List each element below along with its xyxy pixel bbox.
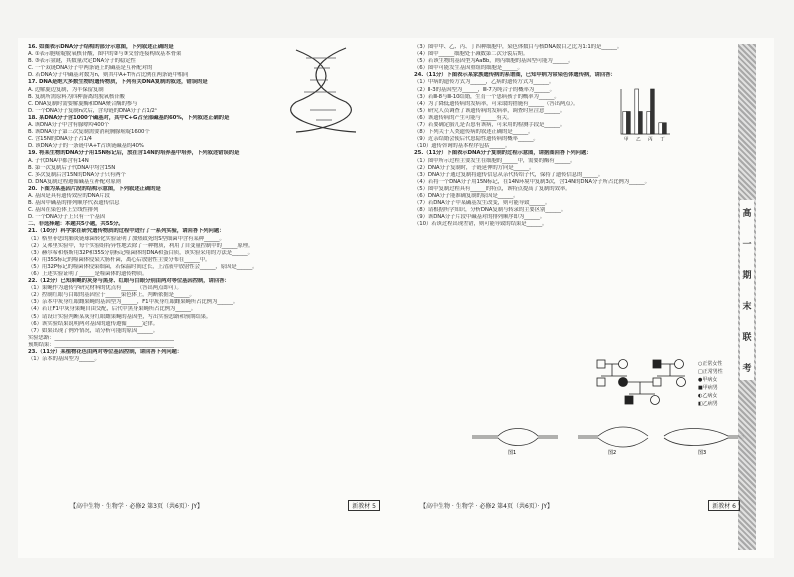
bar-丁-series1	[659, 123, 663, 134]
text-line: C. 含15N的DNA分子占1/4	[28, 136, 92, 143]
text-line: （3）图中甲、乙、丙、丁四种细胞中，染色体数目与核DNA数目之比为1:1的是______。	[414, 44, 623, 50]
text-line: D. 若DNA分子中碱基对数为n，则其中A+T所占比例在两条链中相同	[28, 72, 189, 79]
x-tick-label: 丙	[648, 137, 653, 142]
footer-right-badge: 新教材 6	[708, 500, 740, 511]
question-heading: 17. DNA是绝大多数生物的遗传物质，下列有关DNA复制的叙述，错误的是	[28, 79, 208, 86]
figure-label-2: 图2	[608, 450, 617, 456]
bar-丙-series2	[651, 89, 655, 134]
exam-sheet	[18, 38, 774, 558]
bar-乙-series1	[635, 89, 639, 134]
footer-right	[420, 500, 740, 510]
text-line: D. 一个DNA分子复制n次后，含母链的DNA分子占1/2ⁿ	[28, 107, 157, 114]
text-line: D. 该DNA分子的一条链中A+T占该链碱基的40%	[28, 143, 144, 150]
text-line: D. 一个DNA分子上只有一个基因	[28, 214, 106, 221]
footer-right-text: 【高中生物 · 生物学 · 必修2 第4页（共6页）· JY】	[420, 502, 554, 510]
legend-item: ◐乙病女	[698, 393, 718, 399]
text-line: （4）用35S标记的噬菌体侵染大肠杆菌，离心后放射性主要分布在______中。	[28, 256, 211, 263]
side-title-char: 末	[742, 302, 752, 312]
text-line: （4）若将一个DNA分子用15N标记，在14N环境中复制3次，含14N的DNA分子所占比例为______。	[414, 178, 650, 185]
text-line: C. DNA复制时需要解旋酶和DNA聚合酶的参与	[28, 100, 138, 107]
text-line: （6）该实验结果说明两对基因的遗传遵循______定律。	[28, 320, 159, 327]
dna-structure-figure	[286, 46, 366, 134]
text-line: （3）DNA分子通过复制将遗传信息从亲代传给子代，保持了遗传信息的______。	[414, 171, 604, 178]
text-line: B. ③表示氢键，其数量决定DNA分子的稳定性	[28, 58, 136, 65]
text-line: （2）DNA分子复制时，子链延伸的方向是______。	[414, 164, 535, 171]
question-heading: 19. 将某生物的DNA分子用15N标记后，放在含14N的培养基中培养，下列叙述错误的是	[28, 150, 240, 157]
x-tick-label: 丁	[660, 137, 665, 142]
text-line: （4）图中______细胞处于减数第二次分裂后期。	[414, 51, 529, 58]
text-line: A. 子代DNA中都含有14N	[28, 157, 89, 164]
text-line: A. ①表示胞嘧啶脱氧核苷酸，图中的②与③交替连接构成基本骨架	[28, 51, 182, 58]
text-line: （6）DNA分子能准确复制的原因是______。	[414, 192, 519, 199]
text-line: B. 该DNA分子第三次复制需要消耗胸腺嘧啶1600个	[28, 129, 150, 136]
text-line: （9）近亲结婚会使后代患隐性遗传病的概率______。	[414, 136, 539, 143]
text-line: （3）亲本中灰身红眼雌果蝇的基因型为______，F1中灰身红眼雌果蝇所占比例为______。	[28, 299, 239, 306]
text-line: （4）为了降低遗传病的发病率，可采取的措施有______（答出两点）。	[414, 100, 579, 107]
legend-item: □正常男性	[698, 369, 723, 375]
text-line: D. DNA复制过程遵循碱基互补配对原则	[28, 178, 121, 185]
text-line: （4）若让F1中灰身果蝇自由交配，后代中黑身果蝇所占比例为______。	[28, 306, 197, 313]
text-line: （5）图中复制过程具有______的特点，该特点提高了复制的效率。	[414, 185, 571, 192]
text-line: （8）请根据所学知识，分析DNA复制与转录的主要区别______。	[414, 207, 567, 214]
bar-丁-series2	[663, 123, 667, 134]
question-heading: 20. 下图为某基因片段的结构示意图，下列叙述正确的是	[28, 185, 161, 192]
text-line: C. 基因在染色体上呈线性排列	[28, 207, 99, 214]
text-line: （3）赫尔希和蔡斯用32P和35S分别标记噬菌体的DNA和蛋白质，该实验采用的方法是______。	[28, 249, 253, 256]
text-line: （10）若该过程出现差错，则可能导致的结果是______。	[414, 221, 548, 228]
bar-chart	[613, 86, 671, 142]
question-heading: 25.（11分）下图表示DNA分子复制的过程示意图，请据图回答下列问题：	[414, 150, 592, 157]
footer-left-badge: 新教材 5	[348, 500, 380, 511]
right-column	[414, 44, 736, 532]
text-line: C. 一个双链DNA分子中两条链上的碱基是互补配对的	[28, 65, 153, 72]
bar-甲-series1	[623, 112, 627, 135]
text-line: （6）图中可能发生基因重组的细胞是______。	[414, 65, 523, 72]
text-line: （6）上述实验证明了______是噬菌体的遗传物质。	[28, 271, 148, 277]
text-line: （2）Ⅱ-3的基因型为______，Ⅲ-7为纯合子的概率为______。	[414, 86, 555, 93]
text-line: B. 第一次复制后子代DNA中均含15N	[28, 164, 116, 171]
text-line: （1）格里菲思的肺炎链球菌转化实验证明了加热致死的S型细菌中含有某种______。	[28, 235, 225, 242]
text-line: B. 复制所需原料为四种游离的脱氧核苷酸	[28, 93, 125, 100]
text-line: （10）遗传咨询的基本程序包括______。	[414, 143, 511, 150]
text-line: （5）若该生物的基因型为AaBb，则丙细胞的基因型可能为______。	[414, 58, 574, 65]
footer-left	[70, 500, 380, 510]
pedigree-legend	[698, 360, 723, 408]
text-line: 预期结果：______________________________________________	[28, 341, 174, 348]
text-line: A. 边解旋边复制，为半保留复制	[28, 86, 104, 93]
side-title-char: 高	[742, 209, 752, 219]
question-heading: 22.（12分）已知果蝇的灰身与黑身、红眼与白眼分别由两对等位基因控制，请回答：	[28, 278, 230, 285]
text-line: （8）下列关于人类遗传病的叙述正确的是______。	[414, 129, 534, 136]
text-line: （2）控制红眼与白眼的基因位于______染色体上，判断依据是______。	[28, 292, 195, 299]
text-line: （1）果蝇作为遗传学研究材料的优点有______（答出两点即可）。	[28, 285, 182, 292]
text-line: （7）如果出现了例外情况，请分析可能的原因______。	[28, 327, 159, 334]
x-tick-label: 乙	[636, 137, 641, 142]
figure-label-3: 图3	[698, 450, 707, 456]
side-title-char: 一	[742, 240, 752, 250]
text-line: （5）研究人员调查了该遗传病的发病率，调查时应注意______。	[414, 107, 566, 114]
text-line: （7）若DNA分子中某碱基发生改变，则可能导致______。	[414, 200, 551, 207]
text-line: A. 该DNA分子中含有腺嘌呤400个	[28, 122, 110, 129]
question-heading: 21.（10分）科学家在研究遗传物质的过程中进行了一系列实验，请回答下列问题：	[28, 228, 225, 235]
figure-label-1: 图1	[508, 450, 517, 456]
text-line: 实验思路：______________________________________________	[28, 334, 174, 341]
bar-甲-series2	[627, 112, 631, 135]
text-line: （3）若Ⅲ-8与Ⅲ-10结婚，生育一个患病孩子的概率为______。	[414, 93, 560, 100]
text-line: C. 多次复制后含15N的DNA分子只有两个	[28, 171, 126, 178]
question-heading: 18. 某DNA分子含1000个碱基对，其中C+G占全部碱基的60%，下列叙述正确的是	[28, 114, 230, 121]
side-title-char: 考	[742, 364, 752, 374]
text-line: （1）甲病的遗传方式为______，乙病的遗传方式为______。	[414, 79, 555, 86]
text-line: （1）图中所示过程主要发生在细胞的______中，需要的酶有______。	[414, 157, 576, 164]
text-line: （5）用32P标记的噬菌体侵染细菌，若保温时间过长，上清液中放射性会______，原因是______。	[28, 263, 258, 270]
text-line: （2）艾弗里实验中，每个实验组特异性地去除了一种物质，利用了自变量控制中的______原理。	[28, 242, 254, 249]
footer-left-text: 【高中生物 · 生物学 · 必修2 第3页（共6页）· JY】	[70, 502, 204, 510]
text-line: （7）若要确定胎儿是否患有该病，可采用的检测手段是______。	[414, 122, 566, 129]
question-heading: 16. 如图表示DNA分子结构的部分示意图，下列叙述正确的是	[28, 44, 174, 50]
side-title-char: 联	[742, 333, 752, 343]
question-heading: 23.（11分）某植物花色由两对等位基因控制，请回答下列问题：	[28, 349, 183, 356]
legend-item: ◧乙病男	[698, 401, 718, 407]
legend-item: ○正常女性	[698, 361, 723, 367]
text-line: B. 基因中碱基的排列顺序代表遗传信息	[28, 200, 120, 207]
text-line: （9）该DNA分子片段中碱基对的排列顺序即为______。	[414, 214, 545, 221]
question-heading: 二、非选择题：本题共5小题，共55分。	[28, 221, 124, 228]
dna-replication-figure	[468, 418, 748, 456]
text-line: A. 基因是具有遗传效应的DNA片段	[28, 192, 110, 199]
bar-丙-series1	[647, 112, 651, 135]
text-line: （1）亲本的基因型为______。	[28, 356, 100, 363]
legend-item: ■甲病男	[698, 385, 718, 391]
text-line: （5）请设计实验判断某灰身红眼雌果蝇的基因型，写出实验思路和预期结果。	[28, 313, 212, 320]
side-title	[740, 200, 754, 380]
legend-item: ●甲病女	[698, 377, 718, 383]
bar-乙-series2	[639, 112, 643, 135]
x-tick-label: 甲	[624, 137, 629, 142]
text-line: （6）该遗传病的产生可能与______有关。	[414, 114, 513, 121]
side-title-char: 期	[742, 271, 752, 281]
question-heading: 24.（11分）下图表示某家族遗传病的系谱图，已知甲病为常染色体遗传病，请回答：	[414, 72, 616, 79]
